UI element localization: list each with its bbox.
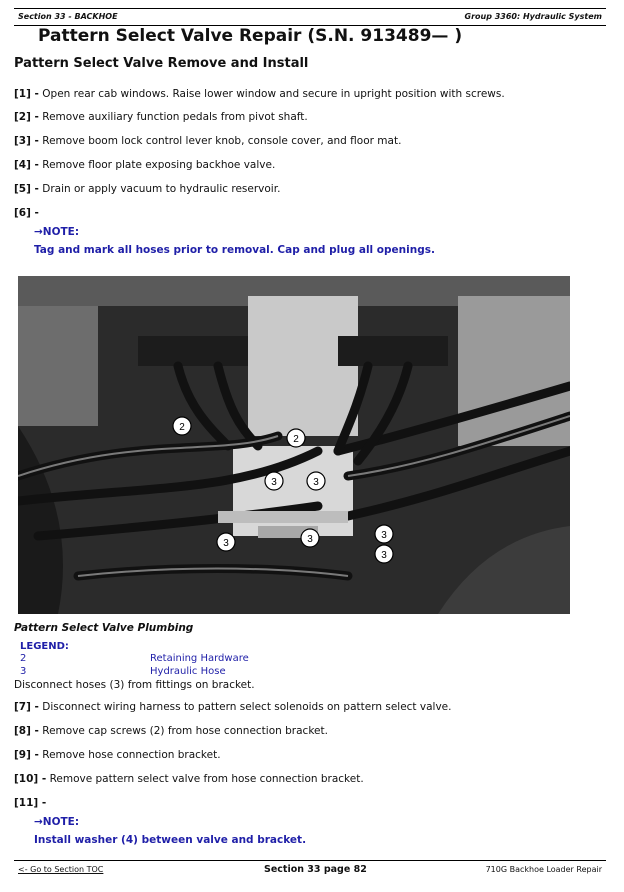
step-number: [2] - — [14, 111, 39, 123]
legend-num: 2 — [20, 653, 27, 664]
note-label: →NOTE: — [34, 226, 80, 238]
callout-3: 3 — [223, 538, 229, 549]
page-footer — [14, 860, 606, 877]
legend-label: Hydraulic Hose — [150, 666, 226, 677]
header-section: Section 33 - BACKHOE — [18, 12, 118, 21]
step-number: [9] - — [14, 749, 39, 761]
step-text: Drain or apply vacuum to hydraulic reservoir. — [38, 183, 281, 195]
legend-label: Retaining Hardware — [150, 653, 249, 664]
step-text: Remove cap screws (2) from hose connection bracket. — [38, 725, 328, 737]
valve-plumbing-photo — [18, 276, 570, 614]
section-subtitle: Pattern Select Valve Remove and Install — [14, 56, 309, 71]
step-1 — [14, 88, 505, 100]
callout-2: 2 — [179, 422, 185, 433]
step-7 — [14, 701, 451, 713]
legend-title: LEGEND: — [20, 641, 69, 652]
note-text: Tag and mark all hoses prior to removal. Cap and plug all openings. — [34, 244, 435, 256]
callout-3: 3 — [313, 477, 319, 488]
step-text: Remove hose connection bracket. — [38, 749, 221, 761]
callout-3: 3 — [381, 550, 387, 561]
step-text: Remove boom lock control lever knob, console cover, and floor mat. — [38, 135, 402, 147]
callout-3: 3 — [307, 534, 313, 545]
step-5 — [14, 183, 280, 195]
step-text: Remove auxiliary function pedals from pivot shaft. — [38, 111, 308, 123]
step-number: [5] - — [14, 183, 39, 195]
step-number: [4] - — [14, 159, 39, 171]
callout-2: 2 — [293, 434, 299, 445]
step-number: [11] - — [14, 797, 47, 809]
callout-3: 3 — [271, 477, 277, 488]
figure-caption: Pattern Select Valve Plumbing — [14, 622, 194, 634]
step-11 — [14, 797, 46, 809]
page-header — [14, 8, 606, 26]
note-text: Install washer (4) between valve and bracket. — [34, 834, 307, 846]
page-title: Pattern Select Valve Repair (S.N. 913489— ) — [38, 26, 463, 46]
document-title: 710G Backhoe Loader Repair — [485, 865, 602, 874]
legend-num: 3 — [20, 666, 27, 677]
header-group: Group 3360: Hydraulic System — [464, 12, 602, 21]
step-9 — [14, 749, 221, 761]
step-text: Disconnect wiring harness to pattern select solenoids on pattern select valve. — [38, 701, 452, 713]
step-6 — [14, 207, 39, 219]
step-8 — [14, 725, 328, 737]
callout-3: 3 — [381, 530, 387, 541]
page-number: Section 33 page 82 — [264, 864, 367, 875]
step-text: Remove floor plate exposing backhoe valve. — [38, 159, 276, 171]
toc-link[interactable]: <- Go to Section TOC — [18, 865, 104, 874]
step-number: [3] - — [14, 135, 39, 147]
step-number: [8] - — [14, 725, 39, 737]
step-3 — [14, 135, 401, 147]
step-number: [7] - — [14, 701, 39, 713]
step-number: [6] - — [14, 207, 39, 219]
step-text: Open rear cab windows. Raise lower window and secure in upright position with screws. — [38, 88, 505, 100]
note-label: →NOTE: — [34, 816, 80, 828]
step-2 — [14, 111, 308, 123]
disconnect-text: Disconnect hoses (3) from fittings on bracket. — [14, 679, 255, 691]
step-text: Remove pattern select valve from hose connection bracket. — [46, 773, 364, 785]
step-number: [1] - — [14, 88, 39, 100]
step-10 — [14, 773, 364, 785]
step-4 — [14, 159, 275, 171]
step-number: [10] - — [14, 773, 47, 785]
